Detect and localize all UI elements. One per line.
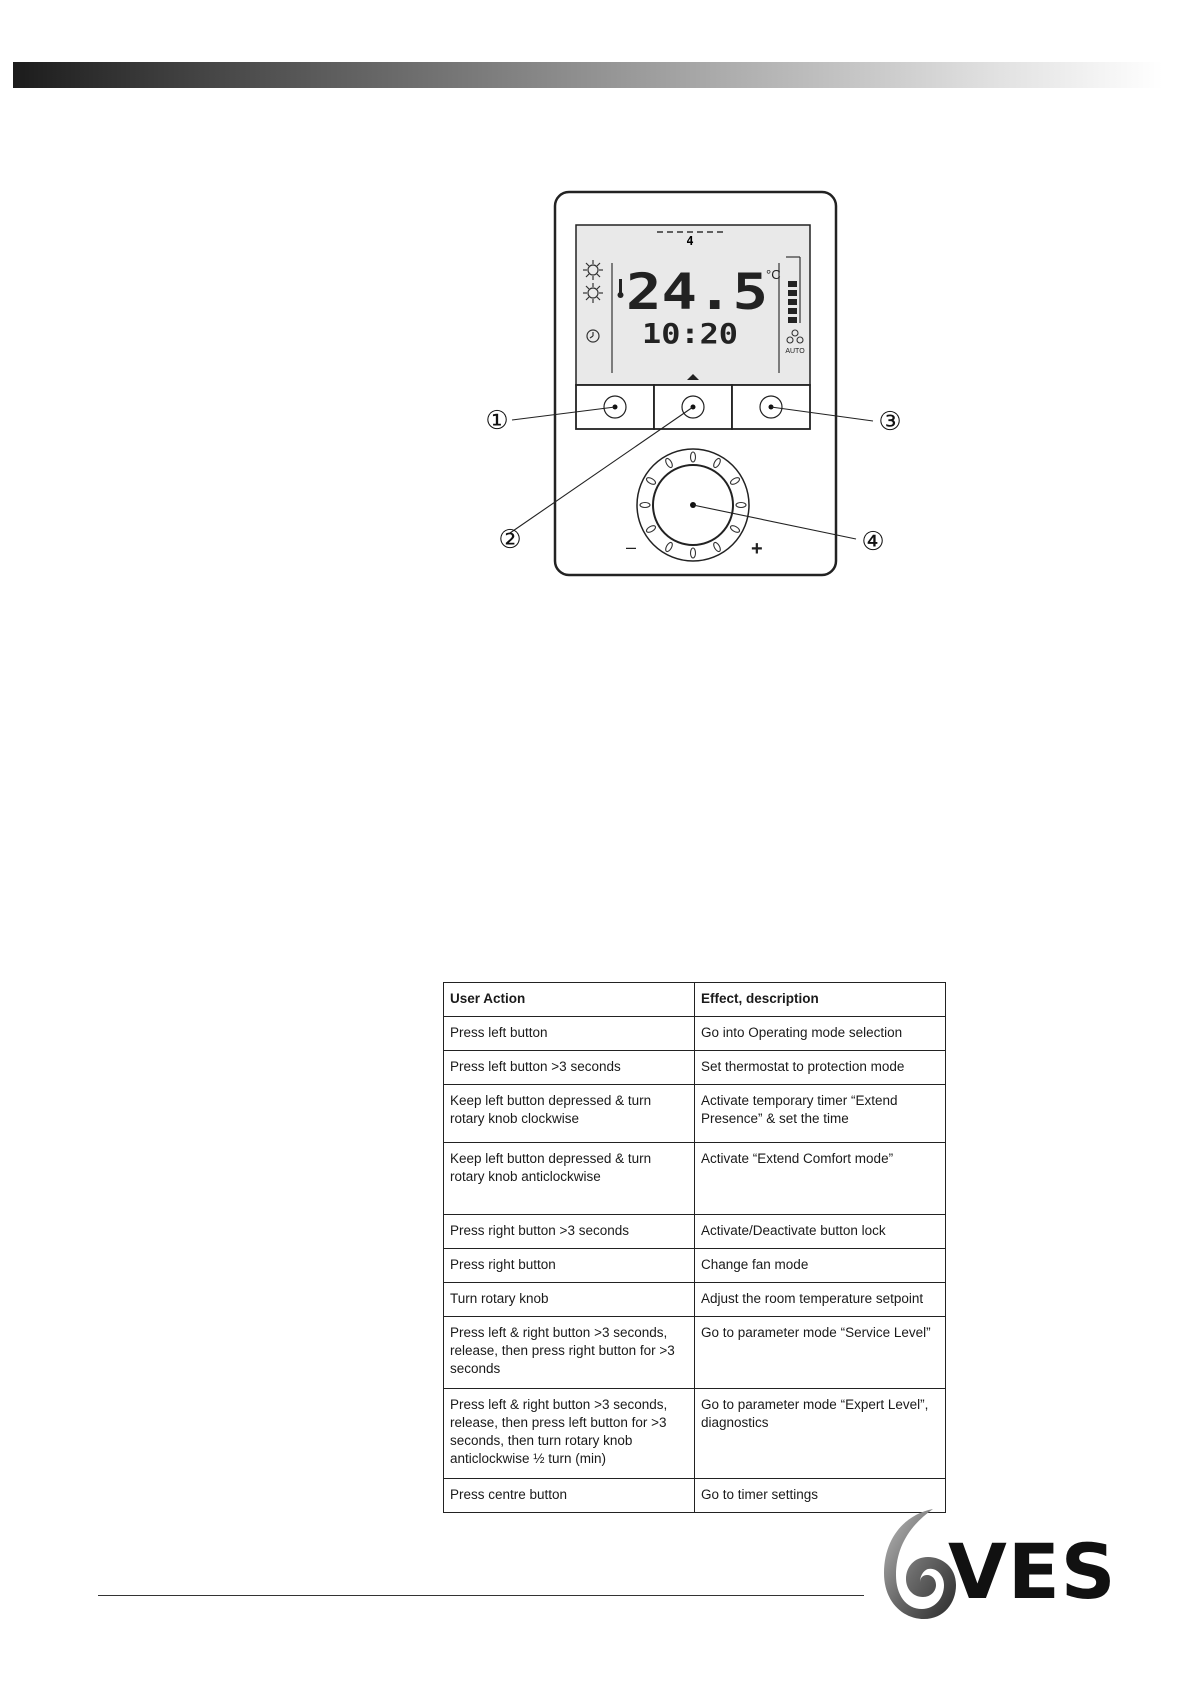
table-row <box>444 1389 946 1479</box>
action-cell: Press left button <box>444 1017 695 1051</box>
action-cell: Keep left button depressed & turn rotary knob clockwise <box>444 1085 695 1143</box>
header-gradient-bar <box>13 62 1163 88</box>
table-row <box>444 1283 946 1317</box>
callout-4: ④ <box>861 527 885 557</box>
effect-cell: Go to parameter mode “Expert Level”, diagnostics <box>695 1389 946 1479</box>
action-cell: Press left button >3 seconds <box>444 1051 695 1085</box>
effect-cell: Activate temporary timer “Extend Presence” & set the time <box>695 1085 946 1143</box>
lcd-fan-label: AUTO <box>785 348 805 355</box>
table-row <box>444 1215 946 1249</box>
thermostat-illustration <box>440 185 920 585</box>
footer-divider <box>98 1595 864 1596</box>
table-row <box>444 1479 946 1513</box>
knob-plus-label: + <box>751 538 763 560</box>
callout-1: ① <box>485 406 509 436</box>
ves-logo <box>878 1505 1128 1625</box>
table-header-row <box>444 983 946 1017</box>
action-cell: Press left & right button >3 seconds, release, then press right button for >3 seconds <box>444 1317 695 1389</box>
effect-cell: Go into Operating mode selection <box>695 1017 946 1051</box>
thermostat-diagram <box>440 185 920 585</box>
knob-minus-label: – <box>626 537 637 557</box>
effect-cell: Set thermostat to protection mode <box>695 1051 946 1085</box>
user-action-table <box>443 982 946 1513</box>
callout-2: ② <box>498 525 522 555</box>
table-row <box>444 1317 946 1389</box>
logo-text: VES <box>948 1527 1117 1616</box>
lcd-main-reading: 24.5 <box>626 263 768 321</box>
table-row <box>444 1051 946 1085</box>
effect-cell: Activate “Extend Comfort mode” <box>695 1143 946 1215</box>
effect-cell: Go to timer settings <box>695 1479 946 1513</box>
table-row <box>444 1085 946 1143</box>
effect-cell: Go to parameter mode “Service Level” <box>695 1317 946 1389</box>
effect-cell: Activate/Deactivate button lock <box>695 1215 946 1249</box>
column-header-user-action: User Action <box>444 983 695 1017</box>
action-cell: Press right button <box>444 1249 695 1283</box>
action-cell: Press right button >3 seconds <box>444 1215 695 1249</box>
table-row <box>444 1249 946 1283</box>
lcd-time-reading: 10:20 <box>642 317 738 350</box>
action-cell: Press left & right button >3 seconds, release, then press left button for >3 seconds, then turn rotary knob anticlockwise ½ turn (min) <box>444 1389 695 1479</box>
effect-cell: Change fan mode <box>695 1249 946 1283</box>
lcd-unit: °C <box>766 267 781 282</box>
callout-3: ③ <box>878 407 902 437</box>
column-header-effect: Effect, description <box>695 983 946 1017</box>
lcd-top-digit: 4 <box>686 234 694 248</box>
action-cell: Turn rotary knob <box>444 1283 695 1317</box>
swirl-logo-icon <box>878 1505 958 1625</box>
action-cell: Press centre button <box>444 1479 695 1513</box>
action-cell: Keep left button depressed & turn rotary knob anticlockwise <box>444 1143 695 1215</box>
effect-cell: Adjust the room temperature setpoint <box>695 1283 946 1317</box>
table-row <box>444 1017 946 1051</box>
table-row <box>444 1143 946 1215</box>
